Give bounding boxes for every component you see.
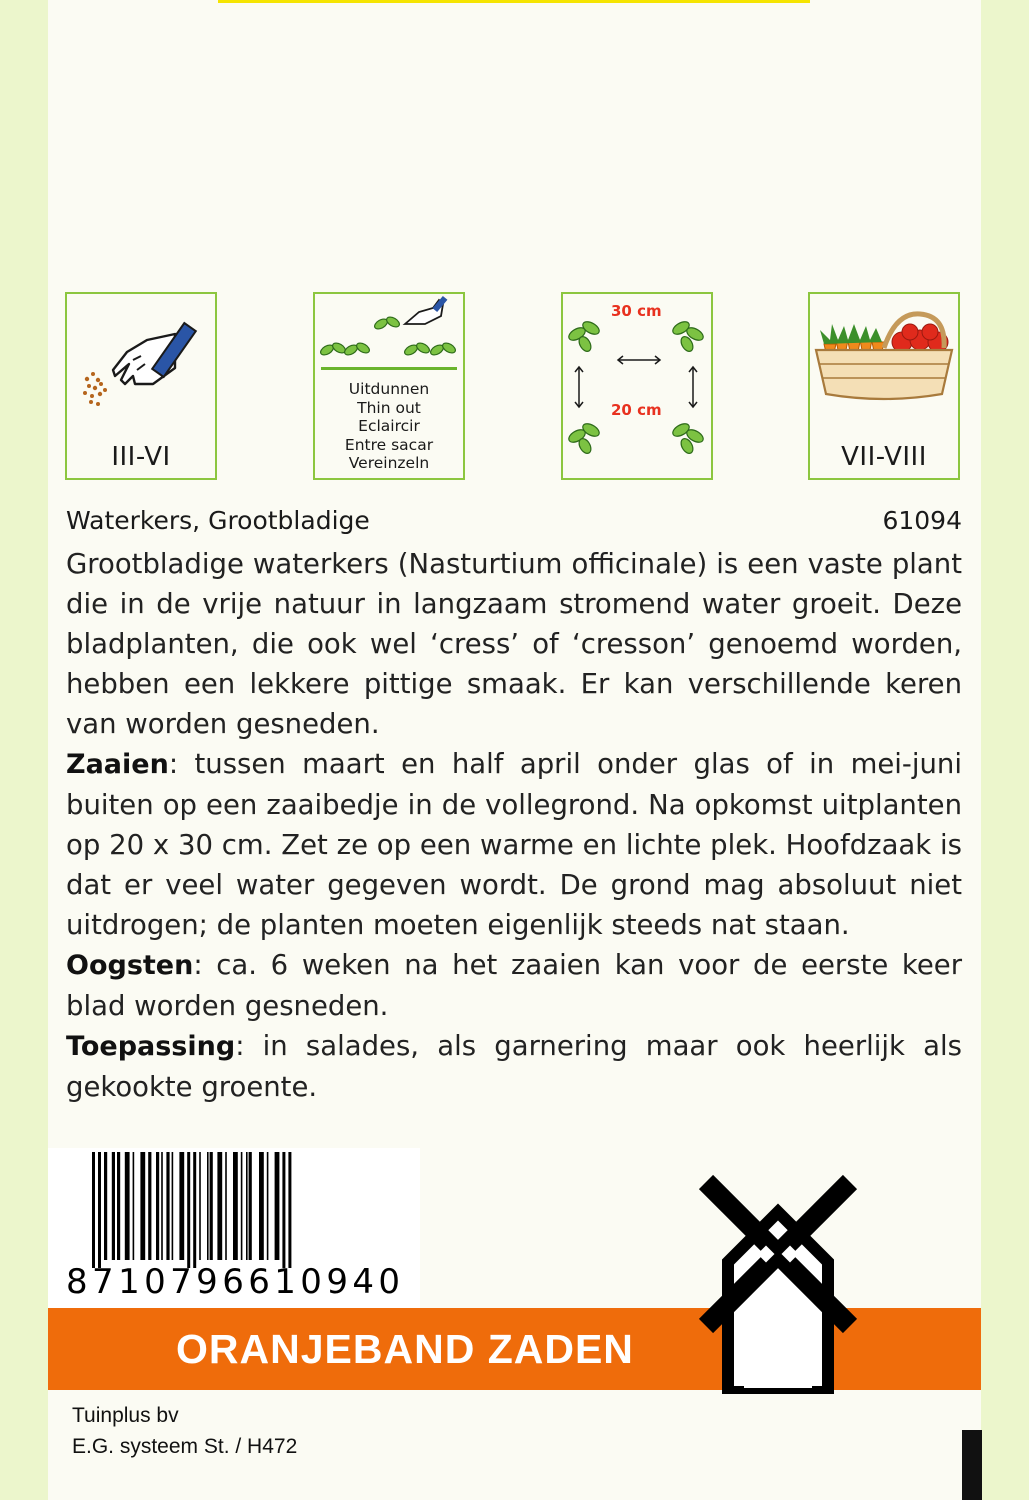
product-code: 61094 — [882, 506, 962, 535]
certification: E.G. systeem St. / H472 — [72, 1435, 298, 1458]
section-text: : in salades, als garnering maar ook heerlijk als gekookte groente. — [66, 1030, 962, 1103]
section-sowing — [66, 744, 962, 945]
barcode-bar — [140, 1152, 145, 1260]
thin-out-icon-box — [313, 292, 465, 480]
barcode-bar — [259, 1152, 264, 1260]
barcode-bar — [199, 1152, 201, 1260]
barcode-guard-bar — [193, 1152, 196, 1268]
thin-out-es: Entre sacar — [344, 435, 434, 454]
left-border — [0, 0, 36, 1500]
barcode-bar — [166, 1152, 169, 1260]
sowing-icon-box — [65, 292, 217, 480]
barcode-guard-bar — [288, 1152, 291, 1268]
thin-out-fr: Eclaircir — [358, 417, 420, 435]
product-name: Waterkers, Grootbladige — [66, 506, 370, 535]
harvest-months: VII-VIII — [841, 442, 927, 472]
print-mark — [962, 1430, 982, 1500]
barcode-bar — [217, 1152, 222, 1260]
barcode-bar — [104, 1152, 107, 1260]
thin-out-de: Vereinzeln — [348, 454, 430, 472]
sowing-hand-icon — [67, 294, 215, 414]
description: Grootbladige waterkers (Nasturtium officinale) is een vaste plant die in de vrije natuur in langzaam stromend water groeit. Deze bladplanten, die ook wel ‘cress’ of ‘cresson’ genoemd worden, hebben een lekkere pittige smaak. Er kan verschillende keren van worden gesneden. — [66, 548, 962, 740]
barcode-bar — [133, 1152, 135, 1260]
barcode-bar — [172, 1152, 174, 1260]
thin-out-en: Thin out — [357, 398, 421, 417]
section-usage — [66, 1026, 962, 1107]
barcode-bar — [117, 1152, 120, 1260]
barcode-bar — [267, 1152, 269, 1260]
spacing-icon-box — [561, 292, 713, 480]
right-border — [993, 0, 1029, 1500]
company-name: Tuinplus bv — [72, 1404, 179, 1427]
section-label: Zaaien — [66, 749, 169, 780]
barcode-bar — [148, 1152, 151, 1260]
barcode-bar — [207, 1152, 209, 1260]
section-text: : tussen maart en half april onder glas of in mei-juni buiten op een zaaibedje in de vollegrond. Na opkomst uitplanten op 20 x 30 cm. Zet ze op een warme en lichte plek. Hoofdzaak is dat er veel water gegeven wordt. De grond mag absoluut niet uitdrogen; de planten moeten eigenlijk steeds nat staan. — [66, 748, 962, 941]
barcode-bar — [112, 1152, 115, 1260]
ground-line — [321, 367, 457, 370]
barcode-number: 8710796610940 — [66, 1262, 405, 1302]
footer — [72, 1400, 297, 1462]
harvest-icon-box — [808, 292, 960, 480]
top-yellow-bar — [218, 0, 810, 3]
harvest-basket-icon — [810, 294, 958, 414]
brand-name: ORANJEBAND ZADEN — [176, 1326, 634, 1372]
section-text: : ca. 6 weken na het zaaien kan voor de eerste keer blad worden gesneden. — [66, 949, 962, 1022]
instructions-text — [66, 544, 962, 1107]
barcode-bar — [179, 1152, 184, 1260]
barcode-bars — [48, 1148, 420, 1268]
barcode-guard-bar — [98, 1152, 101, 1268]
thin-out-text — [315, 380, 463, 473]
barcode-bar — [156, 1152, 159, 1260]
barcode-bar — [125, 1152, 130, 1260]
barcode-bar — [233, 1152, 238, 1260]
barcode-bar — [225, 1152, 227, 1260]
barcode-guard-bar — [92, 1152, 95, 1268]
plant-spacing-icon — [563, 294, 711, 478]
barcode-bar — [241, 1152, 243, 1260]
barcode-bar — [161, 1152, 163, 1260]
thin-out-nl: Uitdunnen — [348, 380, 430, 398]
barcode-guard-bar — [187, 1152, 190, 1268]
section-label: Toepassing — [66, 1031, 236, 1062]
barcode-bar — [210, 1152, 213, 1260]
windmill-logo-icon — [696, 1172, 860, 1394]
plant-spacing-label: 20 cm — [611, 401, 662, 419]
product-heading — [66, 506, 962, 542]
barcode-guard-bar — [282, 1152, 285, 1268]
section-harvest — [66, 945, 962, 1026]
section-label: Oogsten — [66, 950, 194, 981]
sowing-months: III-VI — [111, 442, 171, 472]
row-spacing-label: 30 cm — [611, 302, 662, 320]
barcode-bar — [275, 1152, 280, 1260]
barcode-bar — [246, 1152, 248, 1260]
seedlings-icon — [315, 294, 463, 370]
barcode-bar — [249, 1152, 252, 1260]
